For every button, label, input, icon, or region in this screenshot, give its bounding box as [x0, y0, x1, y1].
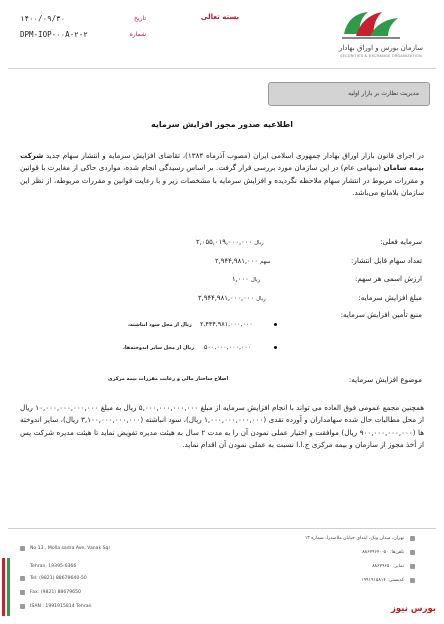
increase-label: مبلغ افزایش سرمایه:	[358, 293, 422, 302]
company-name: شرکت بیمه سامان	[20, 151, 424, 173]
shares-value: ۲,۹۴۴,۹۸۱,۰۰۰	[215, 257, 258, 265]
logo-text-en: SECURITIES & EXCHANGE ORGANIZATION	[340, 54, 422, 58]
location-icon	[20, 546, 25, 551]
purpose-value: اصلاح ساختار مالی و رعایت مقررات بیمه مرکزی	[108, 376, 229, 382]
shares-unit: سهم	[260, 259, 271, 265]
footer-city-en: Tehran, 19395-6366	[30, 564, 77, 569]
footer-post-fa: کدپستی: ۱۹۹۱۹۱۵۸۱۴	[361, 578, 404, 583]
footer-fax-en: Fax: (9821) 88679650	[30, 590, 81, 595]
globe-icon	[20, 604, 25, 609]
par-label: ارزش اسمی هر سهم:	[354, 274, 422, 283]
source2-value: ۵۰۰,۰۰۰,۰۰۰,۰۰۰	[204, 343, 252, 351]
source2-text: ریال از محل سایر اندوخته‌ها،	[123, 345, 194, 351]
department-box	[268, 82, 430, 106]
source1-value: ۲,۴۴۴,۹۸۱,۰۰۰,۰۰۰	[200, 320, 253, 328]
footer-tel-en: Tel: (9821) 88679640-50	[30, 576, 87, 581]
mailbox-icon	[410, 578, 415, 583]
classification-label: بسته تعالی	[200, 13, 240, 21]
shares-label: تعداد سهام قابل انتشار:	[351, 256, 422, 265]
seo-logo-icon	[338, 4, 404, 44]
footer-tel-fa: تلفن‌ها: ۵۰-۸۸۶۷۹۶۴۰	[362, 550, 404, 555]
capital-row	[196, 238, 264, 246]
fax-icon	[410, 564, 415, 569]
footer-address-en: No 13 , Molla sadra Ave, Vanak Sqr	[30, 546, 111, 551]
footer-fax-fa: نمابر: ۸۸۶۷۹۶۵۰	[372, 564, 404, 569]
capital-value: ۲,۰۵۵,۰۱۹,۰۰۰,۰۰۰	[196, 238, 253, 246]
department-text: مدیریت نظارت بر بازار اولیه	[348, 90, 419, 97]
purpose-label: موضوع افزایش سرمایه:	[348, 375, 422, 384]
footer-address-fa: تهران، میدان ونک، ابتدای خیابان ملاصدرا، شماره ۱۳	[304, 536, 404, 541]
increase-unit: ریال	[256, 296, 266, 302]
intro-part2: (سهامی عام) در این سازمان مورد بررسی قرار گرفت. بر اساس رسیدگی انجام شده، مواردی حاکی از مغایرت با قوانین و مقررات مربوط در انتشار سهام ملاحظه نگردیده و افزایش سرمایه با مشخصات زیر و با رعایت قوانین و مقررات مربوطه، از نظر این سازمان بلامانع می‌باشد.	[20, 163, 424, 198]
logo-text-fa: سازمان بورس و اوراق بهادار	[338, 44, 423, 52]
date-label: تاریخ	[134, 15, 146, 22]
capital-label: سرمایه فعلی:	[380, 237, 422, 246]
increase-row	[198, 294, 266, 302]
par-value: ۱,۰۰۰	[232, 275, 249, 283]
date-value: ۱۴۰۰/۰۹/۳۰	[20, 14, 66, 23]
capital-unit: ریال	[254, 240, 264, 246]
increase-value: ۲,۹۴۴,۹۸۱,۰۰۰,۰۰۰	[198, 294, 255, 302]
phone-icon	[410, 550, 415, 555]
number-value: DPM-IOP-۰۰A-۲-۲	[20, 30, 88, 39]
side-stripe-icon	[0, 558, 14, 616]
intro-paragraph	[20, 150, 424, 200]
shares-row	[215, 257, 270, 265]
footer-divider	[8, 528, 436, 529]
phone-icon	[20, 576, 25, 581]
source-label: منبع تأمین افزایش سرمایه:	[340, 310, 422, 319]
header-divider	[8, 68, 436, 69]
par-row	[232, 275, 260, 283]
closing-paragraph: همچنین مجمع عمومی فوق العاده می تواند با انجام افزایش سرمایه از مبلغ ۵,۰۰۰,۰۰۰,۰۰۰,۰۰۰ ریال به مبلغ ۱۰,۰۰۰,۰۰۰,۰۰۰,۰۰۰ ریال از محل مطالبات حال شده سهامداران و آورده نقدی (۱,۰۰۰,۰۰۰,۰۰۰,۰۰۰ ریال)، سود انباشته (۳,۱۰۰,۰۰۰,۰۰۰,۰۰۰ ریال)، سایر اندوخته ها (۹۰۰,۰۰۰,۰۰۰,۰۰۰ ریال) موافقت و اختیار عملی نمودن آن را به مدت ۲ سال به هیئت مدیره تفویض نماید تا هیئت مدیره شرکت پس از أخذ مجوز از سازمان و بیمه مرکزی ج.ا.ا نسبت به عملی نمودن آن اقدام نماید.	[20, 403, 424, 450]
footer-isan: ISAN : 1991915814 Tehran	[30, 604, 92, 609]
par-unit: ریال	[250, 277, 261, 283]
bourse-news-watermark: بورس نیوز	[391, 604, 436, 614]
notice-title: اطلاعیه صدور مجوز افزایش سرمایه	[150, 120, 293, 129]
intro-part1: در اجرای قانون بازار اوراق بهادار جمهوری اسلامی ایران (مصوب آذرماه ۱۳۸۴)، تقاضای افزایش سرمایه و انتشار سهام جدید	[43, 151, 425, 160]
bullet-icon	[274, 323, 277, 326]
number-label: شماره	[129, 31, 146, 38]
location-icon	[410, 536, 415, 541]
fax-icon	[20, 590, 25, 595]
source1-text: ریال از محل سود انباشته،	[128, 322, 192, 328]
bullet-icon	[274, 346, 277, 349]
